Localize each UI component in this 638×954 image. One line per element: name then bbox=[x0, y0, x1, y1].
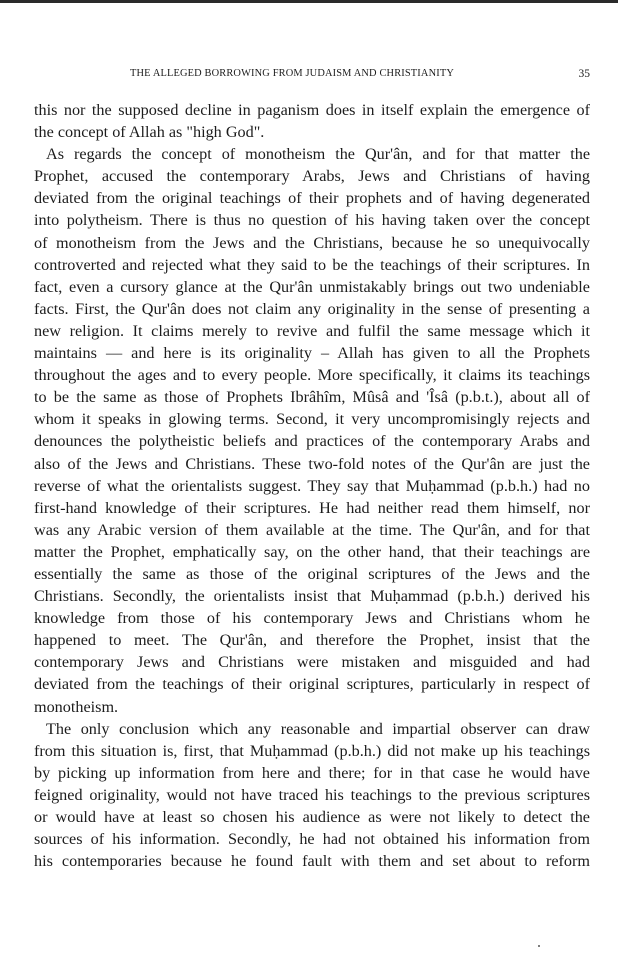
running-head bbox=[34, 68, 590, 86]
text-line: Christians. Secondly, the orientalists insist that Muḥammad (p.b.h.) derived his bbox=[34, 587, 590, 606]
text-line: As regards the concept of monotheism the Qur'ân, and for that matter the bbox=[46, 145, 590, 164]
text-line: of monotheism from the Jews and the Christians, because he so unequivocally bbox=[34, 233, 590, 252]
text-line: facts. First, the Qur'ân does not claim any originality in the sense of presenting a bbox=[34, 299, 590, 318]
running-title: THE ALLEGED BORROWING FROM JUDAISM AND CHRISTIANITY bbox=[130, 68, 454, 79]
text-line: throughout the ages and to every people. More specifically, it claims its teachings bbox=[34, 366, 590, 385]
text-line: matter the Prophet, emphatically say, on the other hand, that their teachings are bbox=[34, 542, 590, 561]
text-line: or would have at least so chosen his audience as were not likely to detect the bbox=[34, 808, 590, 826]
text-line: was any Arabic version of them available at the time. The Qur'ân, and for that bbox=[34, 520, 590, 539]
text-line: deviated from the original teachings of their prophets and of having degenerated bbox=[34, 189, 590, 208]
body-text bbox=[34, 99, 590, 872]
text-line: deviated from the teachings of their original scriptures, particularly in respect of bbox=[34, 675, 590, 694]
text-line: controverted and rejected what they said to be the teachings of their scriptures. In bbox=[34, 255, 590, 274]
scan-speck bbox=[538, 945, 540, 947]
text-line: also of the Jews and Christians. These two-fold notes of the Qur'ân are just the bbox=[34, 454, 590, 473]
text-line: knowledge from those of his contemporary Jews and Christians whom he bbox=[34, 609, 590, 628]
text-line: contemporary Jews and Christians were mistaken and misguided and had bbox=[34, 653, 590, 672]
text-line: new religion. It claims merely to revive and fulfil the same message which it bbox=[34, 321, 590, 340]
text-line: whom it speaks in glowing terms. Second, it very uncompromisingly rejects and bbox=[34, 410, 590, 429]
text-line: fact, even a cursory glance at the Qur'ân unmistakably brings out two undeniable bbox=[34, 277, 590, 296]
page-number: 35 bbox=[578, 68, 590, 80]
text-line: to be the same as those of Prophets Ibrâhîm, Mûsâ and 'Îsâ (p.b.t.), about all of bbox=[34, 388, 590, 407]
text-line: essentially the same as those of the original scriptures of the Jews and the bbox=[34, 564, 590, 583]
text-line: maintains — and here is its originality – Allah has given to all the Prophets bbox=[34, 344, 590, 363]
text-line: the concept of Allah as "high God". bbox=[34, 123, 265, 142]
text-line: feigned originality, would not have traced his teachings to the previous scriptures bbox=[34, 785, 590, 804]
text-line: reverse of what the orientalists suggest. They say that Muḥammad (p.b.h.) had no bbox=[34, 476, 590, 495]
text-line: this nor the supposed decline in paganism does in itself explain the emergence of bbox=[34, 101, 590, 119]
top-rule bbox=[0, 0, 618, 3]
text-line: into polytheism. There is thus no question of his having taken over the concept bbox=[34, 211, 590, 230]
text-line: by picking up information from here and there; for in that case he would have bbox=[34, 763, 590, 782]
text-line: his contemporaries because he found fault with them and set about to reform bbox=[34, 852, 590, 871]
text-line: Prophet, accused the contemporary Arabs, Jews and Christians of having bbox=[34, 167, 590, 186]
text-line: sources of his information. Secondly, he had not obtained his information from bbox=[34, 830, 590, 849]
text-line: monotheism. bbox=[34, 697, 119, 716]
text-line: denounces the polytheistic beliefs and practices of the contemporary Arabs and bbox=[34, 432, 590, 451]
text-line: first-hand knowledge of their scriptures. He had neither read them himself, nor bbox=[34, 498, 590, 517]
text-line: happened to meet. The Qur'ân, and therefore the Prophet, insist that the bbox=[34, 631, 590, 650]
text-line: from this situation is, first, that Muḥammad (p.b.h.) did not make up his teachings bbox=[34, 741, 590, 760]
text-line: The only conclusion which any reasonable and impartial observer can draw bbox=[46, 719, 590, 738]
